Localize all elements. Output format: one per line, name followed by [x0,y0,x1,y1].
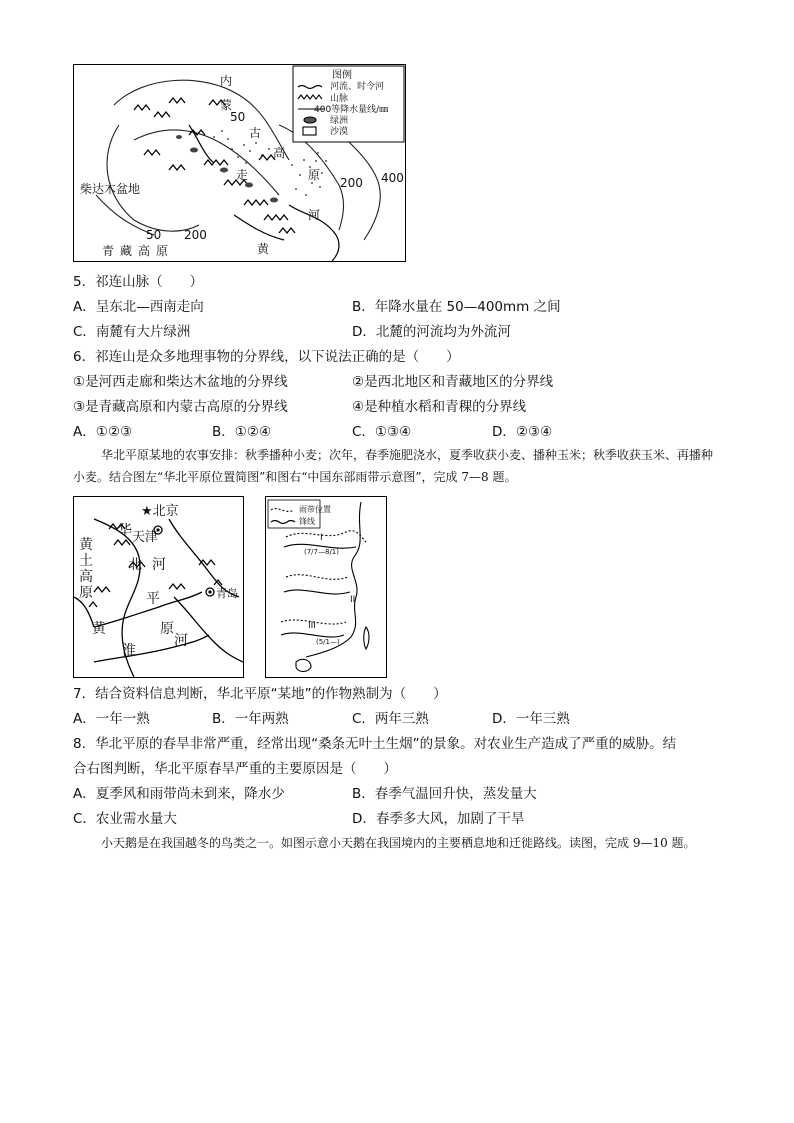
rain-belt-I [286,531,366,542]
qilian-map-drawing [74,65,405,261]
label-belt-I: I [320,533,323,543]
label-belt-I-dates: (7/7—8/1) [304,548,339,556]
q6-stem: 6．祁连山是众多地理事物的分界线，以下说法正确的是（ ） [73,349,460,365]
rain-belt-drawing [266,497,386,677]
legend-isohyet: 400等降水量线/㎜ [314,105,389,115]
oasis-symbols [176,135,278,203]
label-huai: 淮 [122,643,136,659]
q5-option-a: A．呈东北—西南走向 [73,299,204,315]
legend-oasis: 绿洲 [330,116,349,126]
legend-desert: 沙漠 [330,127,349,137]
rivers [189,125,339,261]
q5-stem: 5．祁连山脉（ ） [73,274,204,290]
q6-option-a: A．①②③ [73,424,133,440]
legend-front-sample [271,521,295,524]
label-c200a: 200 [340,176,363,190]
hainan-outline [296,659,311,671]
label-belt-III-dates: (5/1—) [316,638,340,646]
label-belt-II: II [350,595,356,605]
contour-50-north [114,80,289,160]
label-c50b: 50 [146,228,162,242]
q8-option-a: A．夏季风和雨带尚未到来，降水少 [73,786,285,802]
q5-option-b: B．年降水量在 50—400mm 之间 [352,299,561,315]
label-zou: 走 [236,168,249,182]
label-c50a: 50 [230,110,246,124]
label-qaidam: 柴达木盆地 [80,182,141,196]
front-II [284,590,350,594]
label-yuan2: 原 [160,621,174,637]
label-ping: 平 [146,591,160,607]
q6-statement-3: ③是青藏高原和内蒙古高原的分界线 [73,399,288,415]
q7-option-a: A．一年一熟 [73,711,150,727]
north-china-plain-map [73,496,244,678]
label-nei: 内 [220,74,233,88]
q8-option-d: D．春季多大风，加剧了干旱 [352,811,525,827]
label-qingzang: 青藏高原 [102,244,175,258]
legend-dotted-sample [271,509,294,512]
q5-option-d: D．北麓的河流均为外流河 [352,324,511,340]
q6-statement-1: ①是河西走廊和柴达木盆地的分界线 [73,374,288,390]
q7-option-b: B．一年两熟 [212,711,289,727]
legend-title: 图例 [332,70,352,81]
label-c400: 400 [381,171,404,185]
mountain-symbols [134,98,295,233]
label-huangtu: 黄土高原 [79,537,93,601]
q7-stem: 7．结合资料信息判断，华北平原“某地”的作物熟制为（ ） [73,686,447,702]
q5-option-c: C．南麓有大片绿洲 [73,324,191,340]
legend-mountain: 山脉 [330,94,349,104]
q8-option-c: C．农业需水量大 [73,811,177,827]
huai-river [94,635,209,662]
label-c200b: 200 [184,228,207,242]
label-huang2: 黄 [92,621,106,637]
label-gu: 古 [249,126,262,140]
q8-option-b: B．春季气温回升快，蒸发量大 [352,786,537,802]
q8-stem-line2: 合右图判断，华北平原春旱严重的主要原因是（ ） [73,761,397,777]
label-qingdao: 青岛 [216,587,238,600]
q8-stem-line1: 8．华北平原的春旱非常严重，经常出现“桑条无叶土生烟”的景象。对农业生产造成了严重的威胁。结 [73,736,677,752]
q7-option-d: D．一年三熟 [492,711,570,727]
label-belt-III: III [308,621,316,631]
q7-option-c: C．两年三熟 [352,711,429,727]
label-meng: 蒙 [220,98,233,112]
legend-front: 锋线 [299,517,315,526]
q6-option-b: B．①②④ [212,424,272,440]
q6-option-c: C．①③④ [352,424,412,440]
label-he-river: 河 [308,208,321,222]
label-yuan: 原 [308,168,321,182]
legend-river: 河流、时令河 [330,82,385,92]
legend-rain-belt: 雨带位置 [299,505,331,514]
contour-200-west [107,125,199,231]
label-beijing: ★北京 [141,504,179,519]
taiwan-outline [364,627,369,649]
oasis-legend-icon [304,117,316,123]
q6-statement-4: ④是种植水稻和青稞的分界线 [352,399,527,415]
label-hua: 华 [118,523,132,539]
intro-9-10: 小天鹅是在我国越冬的鸟类之一。如图示意小天鹅在我国境内的主要栖息地和迁徙路线。读图，完成 9—10 题。 [101,836,696,850]
label-bei: 北 [128,557,142,573]
label-tianjin: 天津 [132,530,159,545]
intro-7-8: 华北平原某地的农事安排：秋季播种小麦；次年，春季施肥浇水，夏季收获小麦、播种玉米；秋季收获玉米、再播种小麦。结合图左“华北平原位置简图”和图右“中国东部雨带示意图”，完成 7—8 题。 [73,448,714,484]
q6-statement-2: ②是西北地区和青藏地区的分界线 [352,374,554,390]
label-gao: 高 [273,146,286,160]
rain-belt-II [286,575,348,580]
qilian-region-map [73,64,406,262]
rain-belt-map [265,496,387,678]
label-he1: 河 [152,557,166,573]
q6-option-d: D．②③④ [492,424,553,440]
label-he2: 河 [174,633,188,649]
label-huang: 黄 [257,242,270,256]
